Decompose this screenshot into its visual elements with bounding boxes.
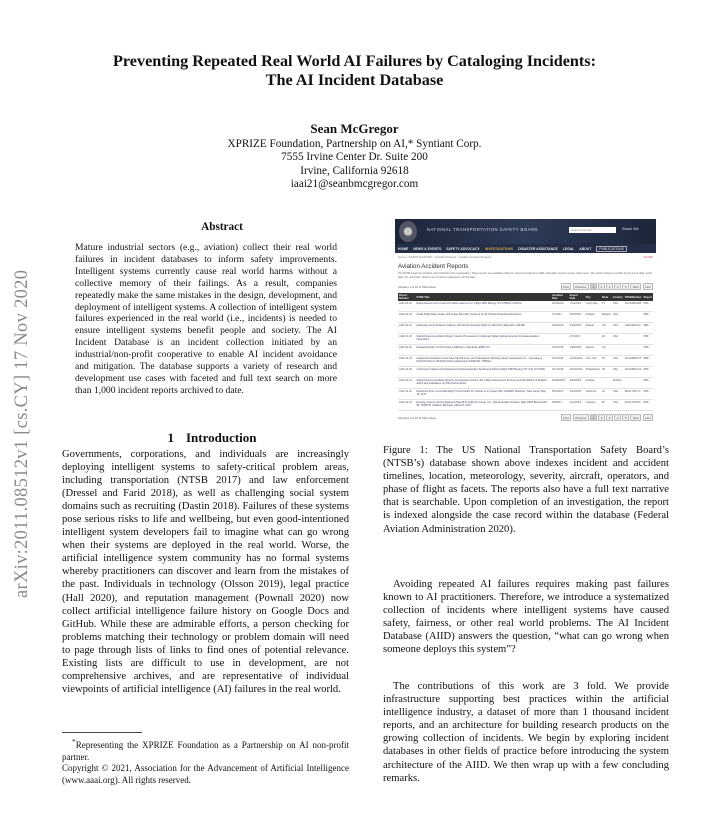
ntsb-table-cell: AAR-19-01 xyxy=(398,400,415,411)
ntsb-table-row xyxy=(398,312,653,323)
abstract-heading: Abstract xyxy=(201,221,243,233)
ntsb-report-table xyxy=(398,293,653,411)
ntsb-table-cell: GA xyxy=(601,345,612,356)
ntsb-pdf-link: PDF xyxy=(643,301,653,312)
ntsb-table-cell: NJ xyxy=(601,389,612,400)
ntsb-table-cell: ERA17FA174 xyxy=(624,389,643,400)
ntsb-table-cell: TX xyxy=(601,301,612,312)
ntsb-table-cell: Multiple xyxy=(601,312,612,323)
ntsb-table-cell: 3/11/2018 xyxy=(551,356,569,367)
ntsb-pdf-link: PDF xyxy=(643,312,653,323)
ntsb-table-cell xyxy=(585,334,601,345)
ntsb-table-cell: USA xyxy=(612,367,624,378)
ntsb-table-cell: USA xyxy=(612,312,624,323)
ntsb-page-heading: Aviation Accident Reports xyxy=(398,263,469,270)
ntsb-table-cell: 9/19/2019 xyxy=(569,378,585,389)
ntsb-pager-button: First xyxy=(561,283,571,290)
ntsb-intro: The NTSB issues an accident report following the investigation. These reports are available online for reports issued since 1996, with older reports coming online soon. The reports listing is sortable by the event date, report date, city, and state. Click on any of those headings to sort the data. xyxy=(398,272,653,279)
title-line-1: Preventing Repeated Real World AI Failures by Cataloging Incidents: xyxy=(113,52,596,70)
ntsb-table-cell: 1/29/2019 xyxy=(551,323,569,334)
ntsb-table-cell: Safety Recommendation Report: Assumptions Used in the Safety Assessment Process and the Effects of Multiple Alerts and Indications on Pilot Performance xyxy=(415,378,550,389)
abstract-text: Mature industrial sectors (e.g., aviation) collect their real world failures in incident databases to inform safety improvements. Intelligent systems currently cause real world harms without a collective memory of their failings. As a result, companies repeatedly make the same mistakes in the design, development, and deployment of intelligent systems. A collection of intelligent system failures experienced in the real world (i.e., incidents) is needed to ensure intelligent systems benefit people and society. The AI Incident Database is an incident collection initiated by an industrial/non-profit cooperative to enable AI incident avoidance and mitigation. The database supports a variety of research and development use cases with faceted and full text search on more than 1,000 incident reports archived to date. xyxy=(75,242,337,396)
ntsb-table-cell: AAR-20-01 xyxy=(398,323,415,334)
ntsb-table-header xyxy=(398,293,653,301)
copyright-notice: Copyright © 2021, Association for the Advancement of Artificial Intelligence (www.aaai.org). All rights reserved. xyxy=(62,763,349,785)
ntsb-column-header: Accident Date xyxy=(551,293,569,301)
ntsb-breadcrumb-text: Home > INVESTIGATIONS > Accident Reports > Aviation Accident Reports xyxy=(398,255,492,259)
ntsb-table-cell: 3/8/2017 xyxy=(551,400,569,411)
ntsb-table-cell: 7/14/2020 xyxy=(569,301,585,312)
ntsb-table-cell: 10/29/2018 xyxy=(551,378,569,389)
ntsb-search-input: Search this site... xyxy=(569,227,616,233)
ntsb-table-cell: Zaleski xyxy=(585,323,601,334)
section-heading-introduction xyxy=(62,430,362,446)
ntsb-table-cell: Runway Overrun During Rejected Takeoff Amerijet Air Cargo, Inc., dba Ameristar Charters, flight 9363 Boeing MD-83, N786TW Ypsilanti, Michigan, March 8, 2017 xyxy=(415,400,550,411)
footnote-divider xyxy=(62,732,142,733)
ntsb-pager-button: 4 xyxy=(614,283,621,290)
ntsb-nav-legal: LEGAL xyxy=(562,246,575,251)
ntsb-pdf-link: PDF xyxy=(643,367,653,378)
ntsb-table-cell: AAR-19-01 xyxy=(398,378,415,389)
ntsb-pager-top xyxy=(395,280,656,293)
ntsb-pager-button: 1 xyxy=(590,283,597,290)
footnote xyxy=(62,736,349,786)
ntsb-table-cell: AAR-20-01 xyxy=(398,345,415,356)
footnote-text: Representing the XPRIZE Foundation as a Partnership on AI non-profit partner. xyxy=(62,740,349,762)
ntsb-table-cell xyxy=(624,345,643,356)
ntsb-table-cell: DCA18MA120 xyxy=(624,356,643,367)
ntsb-pager-button: Last xyxy=(643,414,653,421)
ntsb-table-cell xyxy=(601,378,612,389)
section-number: 1 xyxy=(167,430,174,445)
ntsb-nav-about: ABOUT xyxy=(579,246,592,251)
ntsb-table-cell: USA xyxy=(612,389,624,400)
ntsb-pdf-link: PDF xyxy=(643,323,653,334)
affiliation-line: XPRIZE Foundation, Partnership on AI,* Syntiant Corp. xyxy=(227,138,482,150)
intro-paragraph-2-text: Avoiding repeated AI failures requires making past failures known to AI practitioners. Therefore, we introduce a systematized collection of incidents where intelligent systems have caused safety, fairness, or other real world problems. The AI Incident Database (AIID) answers the question, “what can go wrong when someone deploys this system”? xyxy=(383,579,669,656)
ntsb-table-cell: Teterboro xyxy=(585,389,601,400)
ntsb-org-name: NATIONAL TRANSPORTATION SAFETY BOARD xyxy=(427,227,538,232)
ntsb-table-cell: MI xyxy=(601,400,612,411)
ntsb-pager-button: Previous xyxy=(573,283,589,290)
ntsb-pagination-bottom xyxy=(561,414,653,421)
ntsb-table-cell: AAR-19-04 xyxy=(398,356,415,367)
ntsb-table-cell: Multiple xyxy=(612,378,624,389)
ntsb-table-cell: Install Flight Data, Audio, and Image Recorder Systems on all Turbine-Powered Helicopters xyxy=(415,312,550,323)
ntsb-table-cell: 7/1/2011 xyxy=(551,312,569,323)
figure-caption: Figure 1: The US National Transportation Safety Board’s (NTSB’s) database shown above indexes incident and accident timelines, location, meteorology, severity, aircraft, operators, and phase of flight as facets. The reports also have a full text narrative that is searchable. Upon completion of an investigation, the report is indexed alongside the case record within the database (Federal Aviation Administration 2020). xyxy=(383,445,669,535)
author-name: Sean McGregor xyxy=(310,121,399,136)
ntsb-column-header: Report Number xyxy=(398,293,415,301)
ntsb-table-row xyxy=(398,389,653,400)
ntsb-pager-button: 3 xyxy=(606,283,613,290)
ntsb-column-header: State xyxy=(601,293,612,301)
ntsb-table-cell: DCA18MA142 xyxy=(624,367,643,378)
ntsb-table-cell: DCA17FA076 xyxy=(624,400,643,411)
ntsb-table-cell: AK xyxy=(601,334,612,345)
ntsb-table-cell: AAR-20-02 xyxy=(398,334,415,345)
ntsb-pager-button: Next xyxy=(630,283,641,290)
ntsb-showing: Showing 1 to 10 of 518 entries xyxy=(398,284,436,289)
ntsb-table-cell: CEN19FA072 xyxy=(624,323,643,334)
ntsb-table-cell xyxy=(624,312,643,323)
ntsb-pager-button: 4 xyxy=(614,414,621,421)
ntsb-table-cell: 5/19/2020 xyxy=(569,323,585,334)
ntsb-table-cell: AAR-20-04 xyxy=(398,312,415,323)
ntsb-pager-button: 2 xyxy=(598,414,605,421)
ntsb-table-cell: Rapid Descent and Crash into Water Atlas Air Inc. Flight 3591 Boeing 767-375BCF, N1217A xyxy=(415,301,550,312)
ntsb-nav-home: HOME xyxy=(398,246,409,251)
ntsb-table-cell: 11/6/2018 xyxy=(551,345,569,356)
ntsb-table-cell: PA xyxy=(601,367,612,378)
ntsb-table-cell: 2/23/2019 xyxy=(551,301,569,312)
ntsb-table-cell: OH xyxy=(601,323,612,334)
ntsb-pagination xyxy=(561,283,653,290)
ntsb-table-cell: AAR-20-02 xyxy=(398,301,415,312)
ntsb-table-cell: USA xyxy=(612,301,624,312)
address-line: 7555 Irvine Center Dr. Suite 200 xyxy=(281,151,428,164)
ntsb-table-cell: 5/19/2020 xyxy=(569,312,585,323)
ntsb-table-cell: Departure From Controlled Flight Trans-Pacific Air Charter LLC Learjet 35A, N452DA Teterboro, New Jersey May 15, 2017 xyxy=(415,389,550,400)
ntsb-table-cell xyxy=(624,334,643,345)
ntsb-table-cell: Atlanta xyxy=(585,345,601,356)
ntsb-nav-news: NEWS & EVENTS xyxy=(413,246,442,251)
ntsb-table-cell: USA xyxy=(612,356,624,367)
ntsb-table-row xyxy=(398,356,653,367)
ntsb-pdf-link: PDF xyxy=(643,345,653,356)
ntsb-table-row xyxy=(398,378,653,389)
ntsb-table-row xyxy=(398,301,653,312)
ntsb-table-cell: USA xyxy=(612,334,624,345)
intro-paragraph-3 xyxy=(383,680,669,785)
ntsb-table-cell: Multiple xyxy=(585,312,601,323)
ntsb-nav xyxy=(395,244,656,253)
ntsb-column-header: NTSBNumber xyxy=(624,293,643,301)
ntsb-table-row xyxy=(398,345,653,356)
ntsb-table-cell: Repeated Flight Control System Difficulty on Embraer EMB-170 xyxy=(415,345,550,356)
ntsb-pager-button: 3 xyxy=(606,414,613,421)
ntsb-pager-button: 2 xyxy=(598,283,605,290)
ntsb-table-cell: Helicopter Air Ambulance Collision with Terrain Survival Flight Inc. Bell 407 Helicopter, N191SF xyxy=(415,323,550,334)
ntsb-pager-button: Next xyxy=(630,414,641,421)
section-title: Introduction xyxy=(185,430,257,445)
ntsb-column-header: Report xyxy=(643,293,653,301)
arxiv-stamp: arXiv:2011.08512v1 [cs.CY] 17 Nov 2020 xyxy=(12,269,32,598)
ntsb-nav-publications: PUBLICATIONS xyxy=(596,246,627,252)
ntsb-table-cell xyxy=(612,345,624,356)
ntsb-table-cell: Trinity Bay xyxy=(585,301,601,312)
ntsb-table-row xyxy=(398,334,653,345)
ntsb-column-header: Country xyxy=(612,293,624,301)
ntsb-table-cell xyxy=(624,378,643,389)
ntsb-pager-button: Last xyxy=(643,283,653,290)
title-line-2: The AI Incident Database xyxy=(265,71,444,89)
ntsb-table-row xyxy=(398,323,653,334)
ntsb-pdf-link: PDF xyxy=(643,378,653,389)
ntsb-pdf-link: PDF xyxy=(643,400,653,411)
ntsb-table-cell: Multiple xyxy=(585,378,601,389)
ntsb-breadcrumb xyxy=(395,253,656,261)
ntsb-table-cell: 11/19/2019 xyxy=(569,367,585,378)
ntsb-nav-safety: SAFETY ADVOCACY xyxy=(446,246,480,251)
ntsb-table-cell: 5/15/2017 xyxy=(551,389,569,400)
ntsb-table-row xyxy=(398,367,653,378)
ntsb-pager-button: 5 xyxy=(622,283,629,290)
ntsb-nav-investigations: INVESTIGATIONS xyxy=(484,246,514,251)
ntsb-banner xyxy=(395,219,656,244)
ntsb-table-cell: Inadvertent Activation of the Fuel Shutoff Lever and Subsequent Ditching Liberty Helicopters Inc., Operating a FlyNYON Doors-Off Flight Airbus Helicopters AS350 B2, N350LH xyxy=(415,356,550,367)
ntsb-table-cell: 1/28/2020 xyxy=(569,345,585,356)
ntsb-pdf-link: PDF xyxy=(643,334,653,345)
ntsb-pager-button: First xyxy=(561,414,571,421)
ntsb-table-cell xyxy=(551,334,569,345)
intro-paragraph-3-text: The contributions of this work are 3 fold. We provide infrastructure supporting best practices within the artificial intelligence industry, a dataset of more than 1 thousand incident reports, and an architecture for building research products on the growing collection of incidents. We begin by exploring incident databases in other fields of practice before introducing the system architecture of the AIID. We then wrap up with a few concluding remarks. xyxy=(383,681,669,784)
ntsb-pager-button: Previous xyxy=(573,414,589,421)
ntsb-table-cell: Ypsilanti xyxy=(585,400,601,411)
ntsb-column-header: Report Date xyxy=(569,293,585,301)
ntsb-table-cell: Safety Recommendation Report: Revise Processes to Implement Safety Enhancements for Alaska Aviation Operations xyxy=(415,334,550,345)
ntsb-table-cell: USA xyxy=(612,323,624,334)
ntsb-table-row xyxy=(398,400,653,411)
ntsb-table-cell: 4/17/2018 xyxy=(551,367,569,378)
ntsb-table-cell: USA xyxy=(612,400,624,411)
ntsb-table-cell: AAR-19-03 xyxy=(398,367,415,378)
ntsb-pdf-link: PDF xyxy=(643,389,653,400)
ntsb-pager-bottom xyxy=(395,411,656,424)
ntsb-seal-icon xyxy=(399,221,417,242)
ntsb-table-body xyxy=(398,301,653,411)
ntsb-share: SHARE xyxy=(643,255,653,259)
ntsb-pager-button: 5 xyxy=(622,414,629,421)
ntsb-showing-bottom: Showing 1 to 10 of 518 entries xyxy=(398,415,436,420)
intro-paragraph-2 xyxy=(383,578,669,657)
ntsb-column-header: City xyxy=(585,293,601,301)
ntsb-table-cell: Philadelphia xyxy=(585,367,601,378)
ntsb-table-cell: DCA19MA086 xyxy=(624,301,643,312)
author-affiliation xyxy=(0,138,709,192)
ntsb-table-cell: NY xyxy=(601,356,612,367)
email-line: iaai21@seanbmcgregor.com xyxy=(290,178,419,191)
ntsb-search-button: Search Site xyxy=(622,227,639,231)
ntsb-table-cell: 2/14/2019 xyxy=(569,400,585,411)
ntsb-pdf-link: PDF xyxy=(643,356,653,367)
figure-ntsb-screenshot xyxy=(395,219,656,432)
ntsb-table-cell: AAR-19-02 xyxy=(398,389,415,400)
ntsb-table-cell: 4/7/2020 xyxy=(569,334,585,345)
ntsb-table-cell: New York xyxy=(585,356,601,367)
ntsb-nav-disaster: DISASTER ASSISTANCE xyxy=(518,246,558,251)
ntsb-table-cell: 12/10/2019 xyxy=(569,356,585,367)
ntsb-column-header: NTSB Title xyxy=(415,293,550,301)
ntsb-table-cell: 3/12/2019 xyxy=(569,389,585,400)
ntsb-pager-button: 1 xyxy=(590,414,597,421)
city-line: Irvine, California 92618 xyxy=(300,164,409,177)
intro-paragraph-1: Governments, corporations, and individuals are increasingly deploying intelligent systems to safety-critical problem areas, including transportation (NTSB 2017) and law enforcement (Dressel and Farid 2018), as well as challenging social system domains such as recruiting (Dastin 2018). Failures of these systems pose serious risks to life and wellbeing, but even good-intentioned intelligent system developers fail to imagine what can go wrong when their systems are deployed in the real world. Worse, the artificial intelligence system community has no formal systems whereby practitioners can discover and learn from the mistakes of the past. Individuals in technology (Olsson 2019), legal practice (Hall 2020), and reputation management (Pownall 2020) now collect artificial intelligence failure history on Google Docs and GitHub. While these are admirable efforts, a person checking for problems matching their technology or problem domain will need to page through lists of links to find ones of potential relevance. Existing lists are difficult to use in development, are not comprehensive archives, and are representative of individual viewpoints of artificial intelligence (AI) failures in the real world. xyxy=(62,449,349,695)
ntsb-table-cell: Left Engine Failure and Subsequent Depressurization Southwest Airlines Flight 1380 Boeing 737-7H4, N772SW xyxy=(415,367,550,378)
paper-title xyxy=(0,52,709,90)
footnote-marker: * xyxy=(72,737,76,746)
